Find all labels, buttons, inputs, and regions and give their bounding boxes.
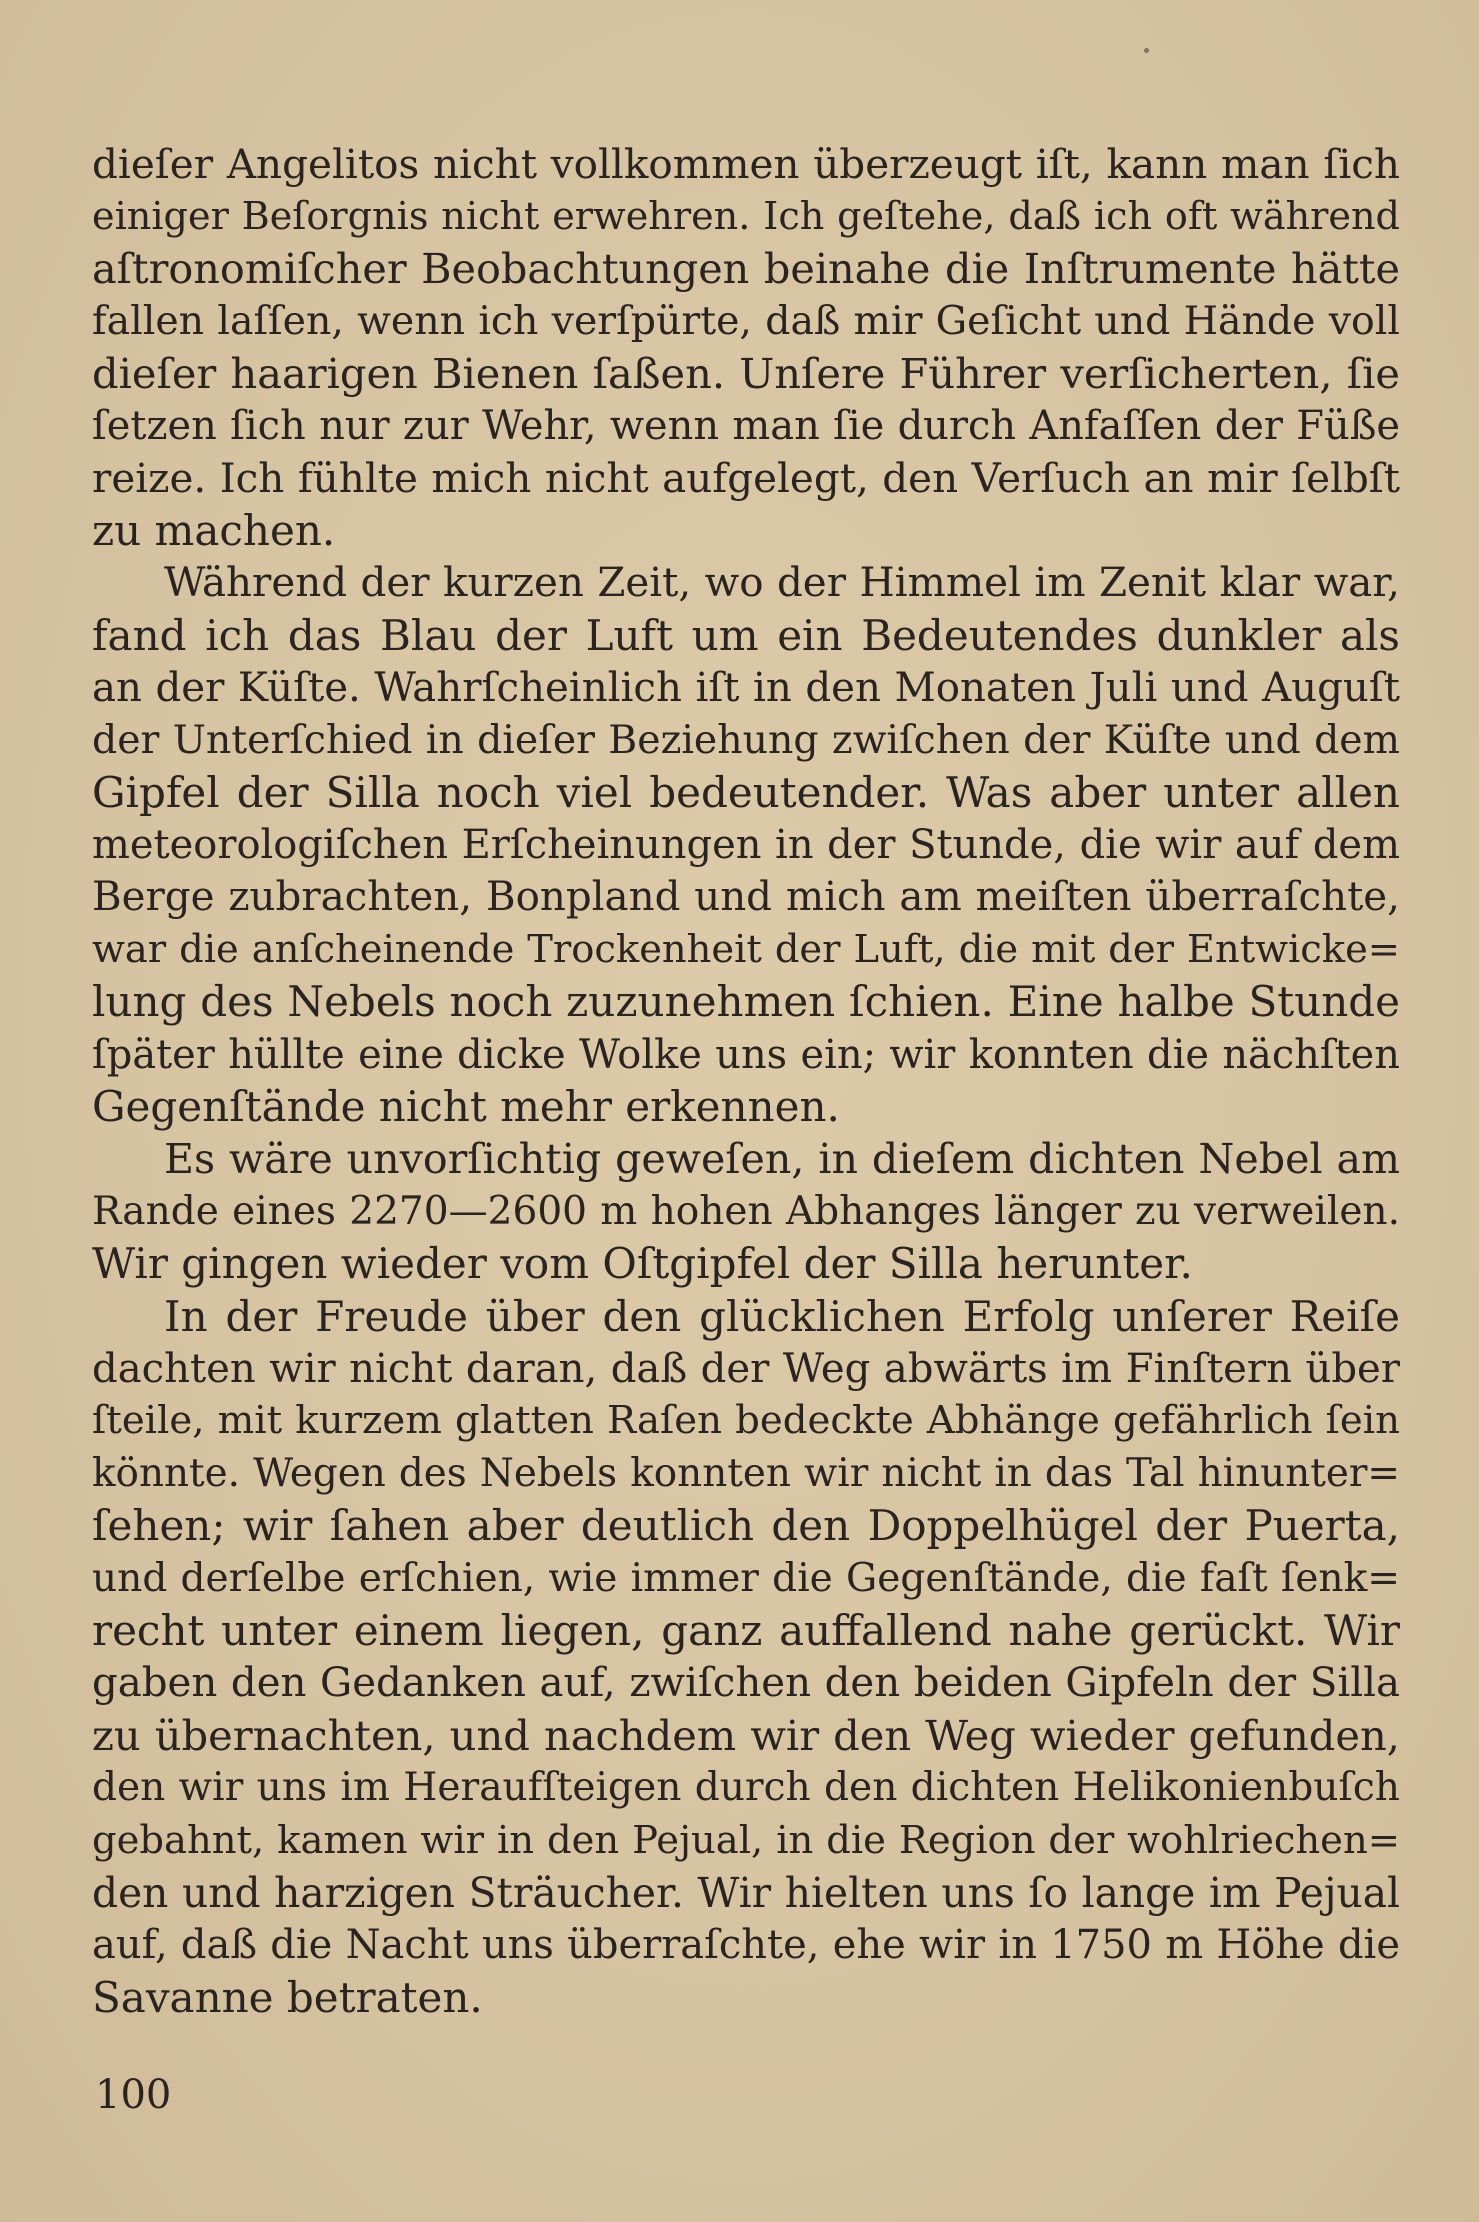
text-line: einiger Beſorgnis nicht erwehren. Ich geſtehe, daß ich oft während	[92, 194, 1400, 239]
text-line: dachten wir nicht daran, daß der Weg abwärts im Finſtern über	[92, 1345, 1400, 1392]
text-line: auf, daß die Nacht uns überraſchte, ehe wir in 1750 m Höhe die	[92, 1922, 1400, 1969]
text-line: Es wäre unvorſichtig geweſen, in dieſem dichten Nebel am	[164, 1135, 1400, 1184]
text-line: der Unterſchied in dieſer Beziehung zwiſchen der Küſte und dem	[92, 717, 1400, 764]
text-line: gebahnt, kamen wir in den Pejual, in die Region der wohlriechen=	[92, 1817, 1400, 1863]
page-number: 100	[95, 2072, 172, 2118]
text-line: dieſer Angelitos nicht vollkommen überzeugt iſt, kann man ſich	[92, 140, 1400, 188]
paper-speck	[1144, 48, 1149, 53]
text-line: lung des Nebels noch zuzunehmen ſchien. Eine halbe Stunde	[92, 977, 1400, 1027]
text-line: könnte. Wegen des Nebels konnten wir nicht in das Tal hinunter=	[92, 1450, 1400, 1496]
text-line: ſteile, mit kurzem glatten Raſen bedeckte Abhänge gefährlich ſein	[92, 1398, 1400, 1444]
text-line: fallen laſſen, wenn ich verſpürte, daß mir Geſicht und Hände voll	[92, 298, 1400, 345]
text-line: Gipfel der Silla noch viel bedeutender. Was aber unter allen	[92, 767, 1400, 817]
text-line: fand ich das Blau der Luft um ein Bedeutendes dunkler als	[92, 610, 1400, 660]
text-line: In der Freude über den glücklichen Erfolg unſerer Reiſe	[164, 1291, 1400, 1341]
text-line: ſpäter hüllte eine dicke Wolke uns ein; wir konnten die nächſten	[92, 1031, 1400, 1078]
text-line: an der Küſte. Wahrſcheinlich iſt in den Monaten Juli und Auguſt	[92, 663, 1400, 711]
text-line: Berge zubrachten, Bonpland und mich am meiſten überraſchte,	[92, 873, 1400, 921]
text-line: Wir gingen wieder vom Oſtgipfel der Silla herunter.	[92, 1239, 1193, 1289]
text-line: gaben den Gedanken auf, zwiſchen den beiden Gipfeln der Silla	[92, 1660, 1400, 1707]
text-line: reize. Ich fühlte mich nicht aufgelegt, den Verſuch an mir ſelbſt	[92, 454, 1400, 503]
text-line: dieſer haarigen Bienen ſaßen. Unſere Führer verſicherten, ſie	[92, 348, 1400, 398]
text-line: Savanne betraten.	[92, 1972, 483, 2022]
text-line: war die anſcheinende Trockenheit der Luft, die mit der Entwicke=	[92, 926, 1400, 972]
text-line: ſetzen ſich nur zur Wehr, wenn man ſie durch Anfaſſen der Füße	[92, 402, 1400, 449]
text-line: Rande eines 2270—2600 m hohen Abhanges länger zu verweilen.	[92, 1188, 1400, 1234]
text-line: zu übernachten, und nachdem wir den Weg wieder gefunden,	[92, 1710, 1400, 1760]
text-line: recht unter einem liegen, ganz auffallend nahe gerückt. Wir	[92, 1605, 1400, 1655]
text-line: aſtronomiſcher Beobachtungen beinahe die Inſtrumente hätte	[92, 244, 1400, 293]
text-line: den wir uns im Heraufſteigen durch den dichten Helikonienbuſch	[92, 1765, 1400, 1811]
text-line: und derſelbe erſchien, wie immer die Gegenſtände, die faſt ſenk=	[92, 1555, 1400, 1601]
text-line: Während der kurzen Zeit, wo der Himmel im Zenit klar war,	[164, 559, 1400, 607]
text-line: meteorologiſchen Erſcheinungen in der Stunde, die wir auf dem	[92, 822, 1400, 869]
text-line: ſehen; wir ſahen aber deutlich den Doppelhügel der Puerta,	[92, 1501, 1400, 1551]
body-text	[92, 138, 1400, 2024]
text-line: zu machen.	[92, 505, 336, 555]
text-line: Gegenſtände nicht mehr erkennen.	[92, 1082, 840, 1132]
text-line: den und harzigen Sträucher. Wir hielten uns ſo lange im Pejual	[92, 1868, 1400, 1917]
